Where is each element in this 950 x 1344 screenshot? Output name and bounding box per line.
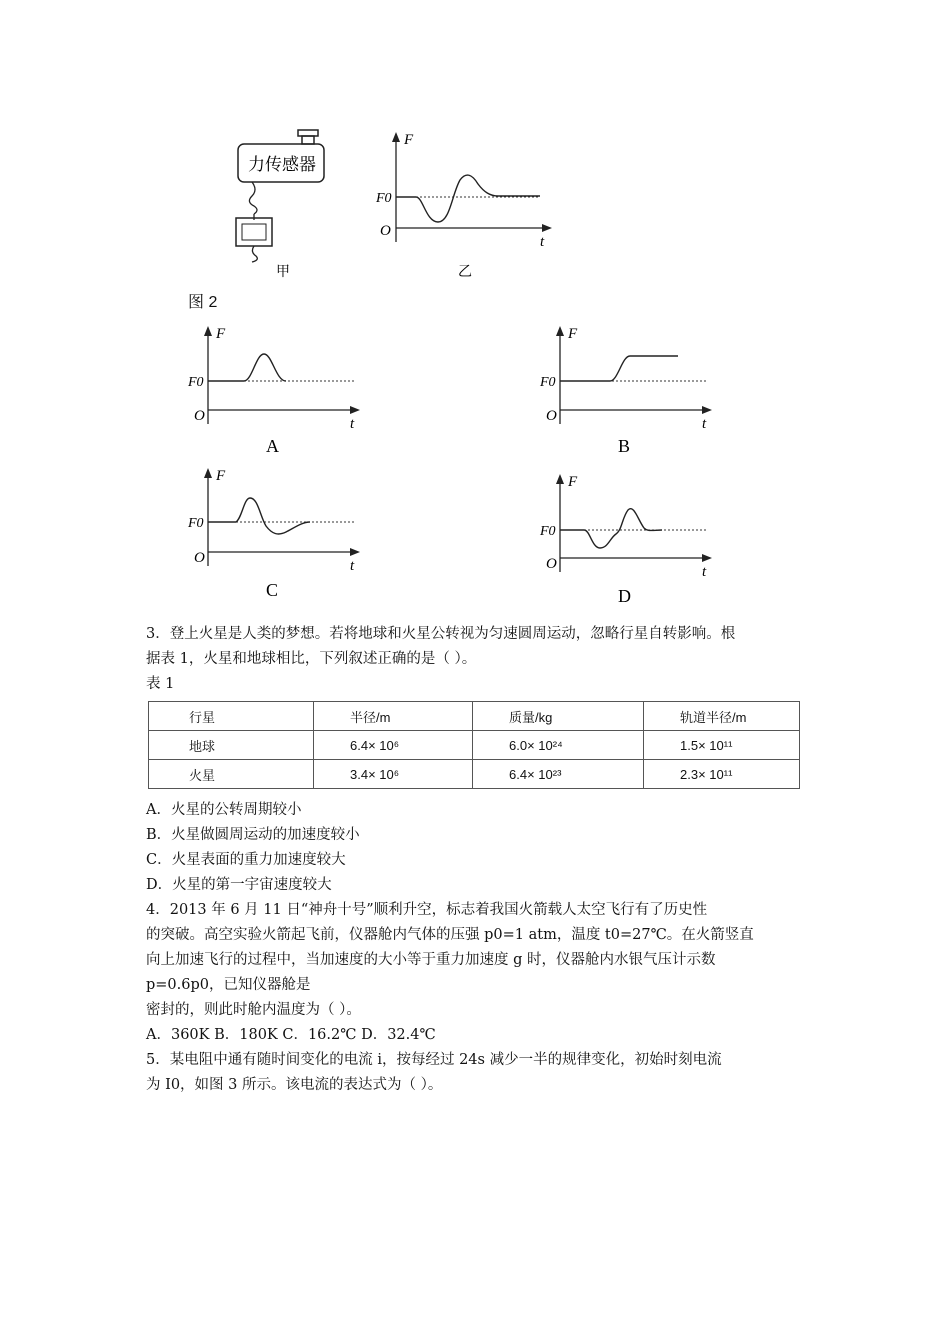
graph-a-f0-label: F0: [188, 375, 204, 390]
graph-d-curve: [560, 509, 662, 548]
q4-line-5: 密封的，则此时舱内温度为（ ）。: [146, 1002, 361, 1018]
table-header: 行星: [149, 702, 314, 731]
table-cell: 火星: [149, 760, 314, 789]
q3-line-2: 据表 1，火星和地球相比，下列叙述正确的是（ ）。: [146, 651, 477, 667]
q4-line-4: p=0.6p0，已知仪器舱是: [146, 977, 311, 993]
q3-option-d: D．火星的第一宇宙速度较大: [146, 877, 332, 893]
graph-c-origin-label: O: [194, 550, 205, 566]
table-cell: 2.3× 10¹¹: [644, 760, 800, 789]
table-cell: 6.0× 10²⁴: [473, 731, 644, 760]
graph-a-origin-label: O: [194, 408, 205, 424]
q4-options: A．360K B．180K C．16.2℃ D．32.4℃: [146, 1027, 436, 1043]
q4-line-2: 的突破。高空实验火箭起飞前，仪器舱内气体的压强 p0=1 atm，温度 t0=27℃。在火箭竖直: [146, 927, 754, 943]
graph-a-y-label: F: [216, 326, 226, 342]
table-header: 半径/m: [314, 702, 473, 731]
graph-d-y-label: F: [568, 474, 578, 490]
q5-line-2: 为 I0，如图 3 所示。该电流的表达式为（ ）。: [146, 1077, 443, 1093]
table-row: [149, 760, 800, 789]
graph-d-x-label: t: [702, 564, 707, 580]
sensor-label: 力传感器: [248, 155, 316, 174]
graph-a-x-label: t: [350, 416, 355, 432]
graph-c-y-label: F: [216, 468, 226, 484]
graph-c-x-label: t: [350, 558, 355, 574]
table-cell: 地球: [149, 731, 314, 760]
fig1-origin-label: O: [380, 223, 391, 239]
graph-b-origin-label: O: [546, 408, 557, 424]
graph-b-x-label: t: [702, 416, 707, 432]
fig1-y-axis-label: F: [404, 132, 414, 148]
q3-option-b: B．火星做圆周运动的加速度较小: [146, 827, 360, 843]
graph-a: [186, 320, 366, 460]
graph-d: [538, 468, 718, 610]
graph-d-f0-label: F0: [540, 524, 556, 539]
graph-a-curve: [208, 354, 286, 381]
q4-line-1: 4．2013 年 6 月 11 日“神舟十号”顺利升空，标志着我国火箭载人太空飞行有了历史性: [146, 902, 708, 918]
graph-d-origin-label: O: [546, 556, 557, 572]
q3-option-c: C．火星表面的重力加速度较大: [146, 852, 346, 868]
graph-b: [538, 320, 718, 460]
q3-option-a: A．火星的公转周期较小: [146, 802, 302, 818]
weight-block: [236, 218, 272, 246]
graph-b-curve: [560, 356, 678, 381]
graph-a-letter: A: [266, 436, 279, 456]
table-cell: 6.4× 10⁶: [314, 731, 473, 760]
graph-c-f0-label: F0: [188, 516, 204, 531]
graph-c-curve: [208, 498, 310, 534]
graph-b-y-label: F: [568, 326, 578, 342]
fig1-x-axis-label: t: [540, 234, 545, 250]
table-cell: 1.5× 10¹¹: [644, 731, 800, 760]
graph-c: [186, 462, 366, 604]
table-cell: 3.4× 10⁶: [314, 760, 473, 789]
table-header: 轨道半径/m: [644, 702, 800, 731]
figure1-curve: [396, 175, 540, 222]
table-header-row: [149, 702, 800, 731]
graph-c-letter: C: [266, 580, 279, 600]
graph-b-letter: B: [618, 436, 631, 456]
fig1-f0-label: F0: [376, 191, 392, 206]
figure-2-caption: 图 2: [188, 294, 218, 311]
table-row: [149, 731, 800, 760]
q5-line-1: 5．某电阻中通有随时间变化的电流 i，按每经过 24s 减少一半的规律变化，初始时刻电流: [146, 1052, 722, 1068]
q3-table-caption: 表 1: [146, 676, 175, 692]
planet-table: [148, 701, 800, 789]
label-yi: 乙: [458, 265, 472, 280]
label-jia: 甲: [276, 265, 290, 280]
table-cell: 6.4× 10²³: [473, 760, 644, 789]
table-header: 质量/kg: [473, 702, 644, 731]
q4-line-3: 向上加速飞行的过程中，当加速度的大小等于重力加速度 g 时，仪器舱内水银气压计示数: [146, 952, 716, 968]
figure-1: [228, 122, 558, 284]
figure-1-drawing: [228, 122, 558, 284]
graph-d-letter: D: [618, 586, 631, 606]
q3-line-1: 3．登上火星是人类的梦想。若将地球和火星公转视为匀速圆周运动，忽略行星自转影响。根: [146, 626, 736, 642]
graph-b-f0-label: F0: [540, 375, 556, 390]
